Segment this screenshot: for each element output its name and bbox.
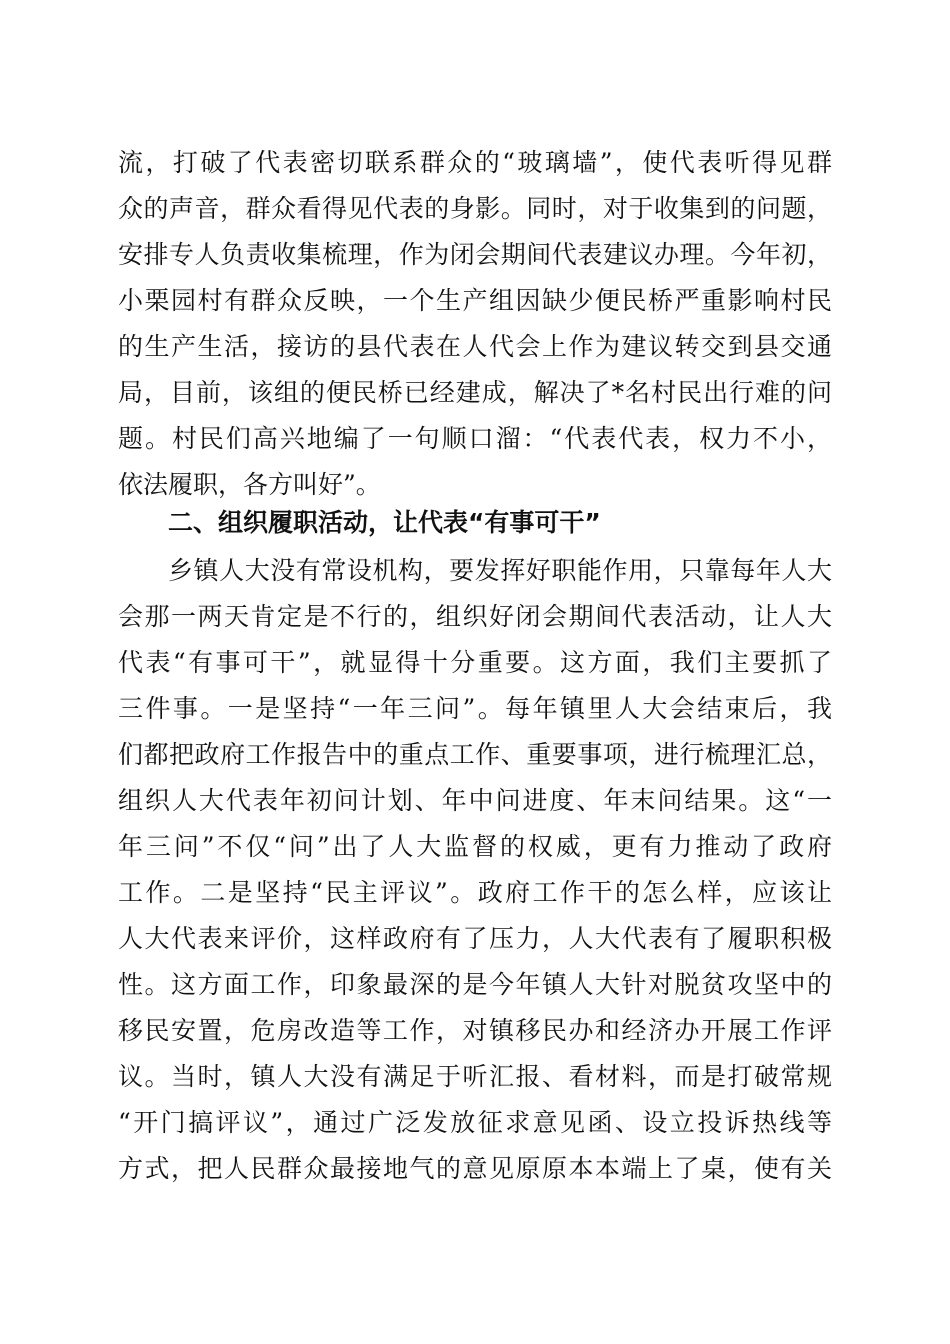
paragraph-line: 小栗园村有群众反映，一个生产组因缺少便民桥严重影响村民 bbox=[118, 286, 832, 315]
section-heading: 二、组织履职活动，让代表“有事可干” bbox=[168, 508, 601, 537]
paragraph-line: 工作。二是坚持“民主评议”。政府工作干的怎么样，应该让 bbox=[118, 878, 832, 907]
paragraph-line: 人大代表来评价，这样政府有了压力，人大代表有了履职积极 bbox=[118, 924, 832, 953]
paragraph-line: 流，打破了代表密切联系群众的“玻璃墙”，使代表听得见群 bbox=[118, 148, 832, 177]
paragraph-line: 方式，把人民群众最接地气的意见原原本本端上了桌，使有关 bbox=[118, 1154, 832, 1183]
paragraph-line: “开门搞评议”，通过广泛发放征求意见函、设立投诉热线等 bbox=[118, 1108, 832, 1137]
paragraph-line: 乡镇人大没有常设机构，要发挥好职能作用，只靠每年人大 bbox=[168, 556, 832, 585]
paragraph-line: 性。这方面工作，印象最深的是今年镇人大针对脱贫攻坚中的 bbox=[118, 970, 832, 999]
paragraph-line: 议。当时，镇人大没有满足于听汇报、看材料，而是打破常规 bbox=[118, 1062, 832, 1091]
paragraph-line: 代表“有事可干”，就显得十分重要。这方面，我们主要抓了 bbox=[118, 648, 832, 677]
paragraph-line: 会那一两天肯定是不行的，组织好闭会期间代表活动，让人大 bbox=[118, 602, 832, 631]
paragraph-line: 的生产生活，接访的县代表在人代会上作为建议转交到县交通 bbox=[118, 332, 832, 361]
paragraph-line: 年三问”不仅“问”出了人大监督的权威，更有力推动了政府 bbox=[118, 832, 832, 861]
paragraph-line: 局，目前，该组的便民桥已经建成，解决了*名村民出行难的问 bbox=[118, 378, 832, 407]
paragraph-line: 组织人大代表年初问计划、年中问进度、年末问结果。这“一 bbox=[118, 786, 832, 815]
paragraph-line: 三件事。一是坚持“一年三问”。每年镇里人大会结束后，我 bbox=[118, 694, 832, 723]
paragraph-line: 依法履职，各方叫好”。 bbox=[118, 470, 381, 499]
paragraph-line: 安排专人负责收集梳理，作为闭会期间代表建议办理。今年初， bbox=[118, 240, 832, 269]
paragraph-line: 们都把政府工作报告中的重点工作、重要事项，进行梳理汇总， bbox=[118, 740, 832, 769]
paragraph-line: 移民安置，危房改造等工作，对镇移民办和经济办开展工作评 bbox=[118, 1016, 832, 1045]
paragraph-line: 题。村民们高兴地编了一句顺口溜：“代表代表，权力不小， bbox=[118, 424, 832, 453]
paragraph-line: 众的声音，群众看得见代表的身影。同时，对于收集到的问题， bbox=[118, 194, 832, 223]
